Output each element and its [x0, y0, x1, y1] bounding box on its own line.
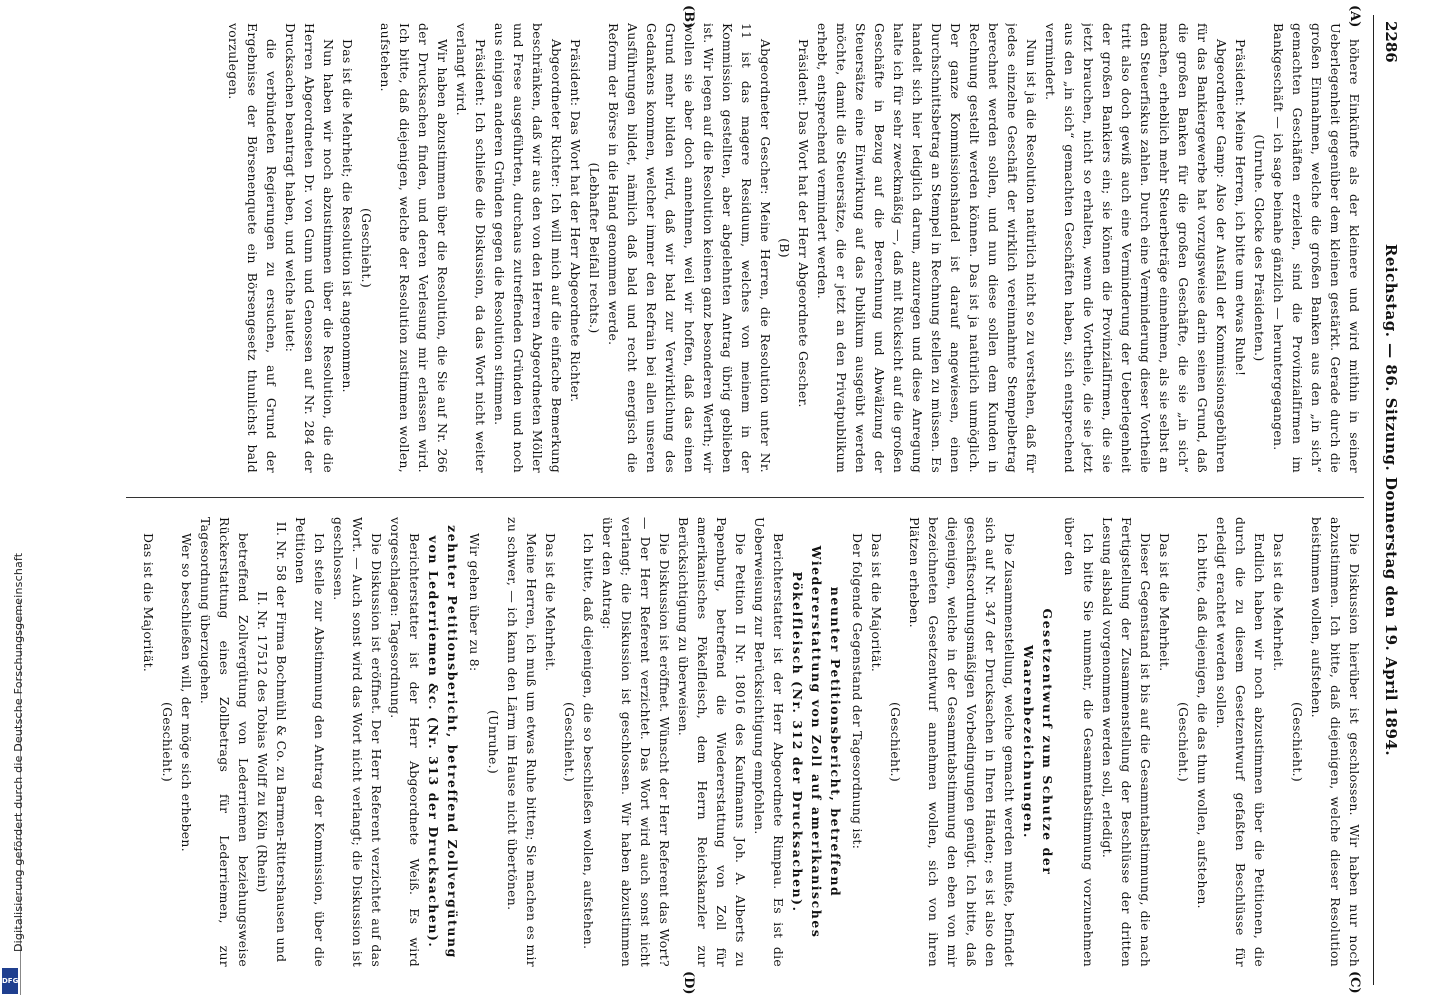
paragraph: Das ist die Mehrheit.: [1271, 533, 1286, 672]
paragraph: Präsident: Das Wort hat der Herr Abgeordnete Gescher.: [796, 39, 811, 408]
right-text-column: [86, 517, 1364, 967]
section-heading: zehnter Petitionsbericht, betreffend Zollvergütung von Lederriemen &c. (Nr. 313 der Drucksachen).: [426, 525, 460, 959]
paragraph: Nun haben wir noch abzustimmen über die Resolution, die die Herren Abgeordneten Dr. von Gunn und Genossen auf Nr. 284 der Drucksachen beantragt haben, und welche lautet:: [283, 23, 336, 473]
margin-mark-c: (C): [1347, 971, 1362, 994]
paragraph: (Geschieht.): [562, 702, 577, 782]
margin-mark-d: (D): [681, 971, 696, 995]
paragraph: (B): [777, 238, 792, 258]
paragraph: Berichterstatter ist der Herr Abgeordnete Weiß. Es wird vorgeschlagen: Tagesordnung.: [388, 517, 422, 967]
column-divider: [126, 497, 1364, 498]
paragraph: Die Diskussion hierüber ist geschlossen. Wir haben nur noch abzustimmen. Ich bitte, daß diejenigen, welche dieser Resolution beistimmen wollen, aufstehen.: [1309, 517, 1362, 967]
paragraph: Endlich haben wir noch abzustimmen über die Petitionen, die durch die zu diesem Gesetzentwurf gefaßten Beschlüsse für erledigt erachtet werden sollen.: [1214, 517, 1267, 967]
paragraph: (Geschieht.): [160, 702, 175, 782]
paragraph: Die Zusammenstellung, welche gemacht werden mußte, befindet sich auf Nr. 347 der Drucksachen in Ihren Händen; es ist also den geschäftsordnungsmäßigen Vorbedingungen genügt. Ich bitte, daß diejenigen, welche in der Gesammtabstimmung den eben von mir bezeichneten Gesetzentwurf annehmen wollen, sich von ihren Plätzen erheben.: [907, 517, 1017, 967]
paragraph: (Unruhe.): [486, 710, 501, 774]
paragraph: (Unruhe. Glocke des Präsidenten.): [1252, 134, 1267, 362]
left-text-column: [86, 23, 1364, 473]
paragraph: II. Nr. 58 der Firma Bochmühl & Co. zu Barmen-Rittershausen und: [274, 521, 289, 963]
page-header: [1373, 15, 1408, 985]
paragraph: (Geschieht.): [888, 702, 903, 782]
paragraph: Wir gehen über zu 8:: [467, 533, 482, 672]
paragraph: Das ist die Mehrheit.: [1157, 533, 1172, 672]
scanned-sheet: [26, 5, 1416, 995]
margin-mark-b: (B): [681, 5, 696, 29]
paragraph: Präsident: Das Wort hat der Herr Abgeordnete Richter.: [568, 39, 583, 403]
paragraph: Abgeordneter Gescher: Meine Herren, die Resolution unter Nr. 11 ist das magere Residuum, welches von meinem in der Kommission gestellten, aber abgelehnten Antrag übrig geblieben ist. Wir legen auf die Resolution keinen ganz besonderen Werth; wir wollen sie aber doch annehmen, weil wir hoffen, daß das einen Grund mehr bilden wird, daß wir bald zur Verwirklichung des Gedankens kommen, welcher immer den Refrain bei allen unseren Ausführungen bildet, nämlich daß bald und recht energisch die Reform der Börse in die Hand genommen werde.: [606, 23, 773, 473]
paragraph: die verbündeten Regierungen zu ersuchen, auf Grund der Ergebnisse der Börsenenquete ein Börsengesetz thunlichst bald vorzulegen.: [226, 23, 279, 473]
paragraph: Berichterstatter ist der Herr Abgeordnete Rimpau. Es ist die Ueberweisung zur Berücksichtigung empfohlen.: [752, 517, 786, 967]
paragraph: Die Diskussion ist eröffnet. Wünscht der Herr Referent das Wort? — Der Herr Referent verzichtet. Das Wort wird auch sonst nicht verlangt; die Diskussion ist geschlossen. Wir haben abzustimmen über den Antrag:: [600, 517, 672, 967]
paragraph: Ich bitte Sie nunmehr, die Gesammtabstimmung vorzunehmen über den: [1062, 517, 1096, 967]
paragraph: Das ist die Majorität.: [869, 533, 884, 673]
running-title: Reichstag. — 86. Sitzung. Donnerstag den 19. April 1894.: [1382, 243, 1400, 757]
paragraph: Nun ist ja die Resolution natürlich nicht so zu verstehen, daß für jedes einzelne Geschäft der wirklich vereinnahmte Stempelbetrag berechnet werden sollen, und nun diese sollen dem Kunden in Rechnung gestellt werden können. Das ist ja natürlich unmöglich. Der ganze Kommissionshandel ist darauf angewiesen, einen Durchschnittsbetrag an Stempel in Rechnung stellen zu müssen. Es handelt sich hier lediglich darum, anzuregen und diese Anregung halte ich für sehr zweckmäßig —, daß mit Rücksicht auf die großen Geschäfte in Bezug auf die Berechnung und Abwälzung der Steuersätze eine Einwirkung auf das Publikum ausgeübt werden möchte, damit die Steuersätze, die er jetzt an den Privatpublikum erhebt, entsprechend vermindert werden.: [815, 23, 1039, 473]
paragraph: Ich bitte, daß diejenigen, die das thun wollen, aufstehen.: [1195, 533, 1210, 909]
section-heading: neunter Petitionsbericht, betreffend Wiedererstattung von Zoll auf amerikanisches Pökelfleisch (Nr. 312 der Drucksachen).: [790, 545, 843, 939]
paragraph: (Geschieht.): [359, 208, 374, 288]
paragraph: Präsident: Meine Herren, ich bitte um etwas Ruhe!: [1233, 39, 1248, 377]
paragraph: höhere Einkünfte als der kleinere und wird mithin in seiner Ueberlegenheit gegenüber dem kleinen gestärkt. Gerade durch die großen Einnahmen, welche die großen Banken aus den „in sich“ gemachten Geschäften erzielen, sind die Provinzialfirmen im Bankgeschäft — ich sage beinahe gänzlich — heruntergegangen.: [1271, 23, 1362, 473]
section-heading: Gesetzentwurf zum Schutze der Waarenbezeichnungen.: [1021, 608, 1055, 876]
paragraph: Das ist die Mehrheit; die Resolution ist angenommen.: [340, 39, 355, 393]
dfg-logo: DFG: [2, 968, 18, 994]
paragraph: Dieser Gegenstand ist bis auf die Gesammtabstimmung, die nach Fertigstellung der Zusammenstellung der Beschlüsse der dritten Lesung alsbald vorgenommen werden soll, erledigt.: [1100, 517, 1153, 967]
paragraph: Wer so beschließen will, der möge sich erheben.: [179, 533, 194, 852]
credit-text: Digitalisierung gefördert durch die Deutsche Forschungsgemeinschaft: [12, 552, 25, 952]
paragraph: (Geschieht.): [1176, 702, 1191, 782]
paragraph: betreffend Zollvergütung von Lederriemen beziehungsweise Rückerstattung eines Zollbetrags für Lederriemen, zur Tagesordnung überzugehen.: [198, 517, 251, 967]
paragraph: Ich bitte, daß diejenigen, die so beschließen wollen, aufstehen.: [581, 533, 596, 950]
paragraph: Die Diskussion ist eröffnet. Der Herr Referent verzichtet auf das Wort. — Auch sonst wird das Wort nicht verlangt; die Diskussion ist geschlossen.: [331, 517, 384, 967]
paragraph: Das ist die Majorität.: [141, 533, 156, 673]
paragraph: Das ist die Mehrheit.: [543, 533, 558, 672]
paragraph: Präsident: Ich schließe die Diskussion, da das Wort nicht weiter verlangt wird.: [454, 23, 488, 473]
paragraph: Abgeordneter Gamp: Also der Ausfall der Kommissionsgebühren für das Bankiergewerbe hat vorzugsweise darin seinen Grund, daß die großen Banken für die großen Geschäfte, die sie „in sich“ machen, erheblich mehr Steuerbeträge einnehmen, als sie selbst an den Steuerfiskus zahlen. Durch eine Verminderung dieser Vortheile tritt also doch gewiß auch eine Verminderung der Ueberlegenheit der großen Bankiers ein; sie können die Provinzialfirmen, die sie jetzt brauchen, nicht so erhalten, wenn die Vortheile, die sie jetzt aus den „in sich“ gemachten Geschäften haben, sich entsprechend vermindert.: [1043, 23, 1229, 473]
margin-mark-a: (A): [1347, 5, 1362, 28]
paragraph: Meine Herren, ich muß um etwas Ruhe bitten; Sie machen es mir zu schwer, — ich kann den Lärm im Hause nicht übertönen.: [505, 517, 539, 967]
page-number: 2286: [1382, 21, 1400, 63]
paragraph: Abgeordneter Richter: Ich will mich auf die einfache Bemerkung beschränken, daß wir aus den von den Herren Abgeordneten Möller und Frese ausgeführten, durchaus zutreffenden Gründen und noch aus einigen anderen Gründen gegen die Resolution stimmen.: [492, 23, 564, 473]
paragraph: Wir haben abzustimmen über die Resolution, die Sie auf Nr. 266 der Drucksachen finden, und deren Verlesung mir erlassen wird. Ich bitte, daß diejenigen, welche der Resolution zustimmen wollen, aufstehen.: [378, 23, 450, 473]
paragraph: II. Nr. 17512 des Tobias Wolff zu Köln (Rhein): [255, 591, 270, 893]
digitization-credit: [0, 552, 25, 995]
paragraph: Der folgende Gegenstand der Tagesordnung ist:: [850, 533, 865, 850]
paragraph: (Geschieht.): [1290, 702, 1305, 782]
paragraph: Ich stelle zur Abstimmung den Antrag der Kommission, über die Petitionen: [293, 517, 327, 967]
paragraph: Die Petition II Nr. 18016 des Kaufmanns Joh. A. Alberts zu Papenburg, betreffend die Wiedererstattung von Zoll für amerikanisches Pökelfleisch, dem Herrn Reichskanzler zur Berücksichtigung zu überweisen.: [676, 517, 748, 967]
paragraph: (Lebhafter Beifall rechts.): [587, 162, 602, 334]
